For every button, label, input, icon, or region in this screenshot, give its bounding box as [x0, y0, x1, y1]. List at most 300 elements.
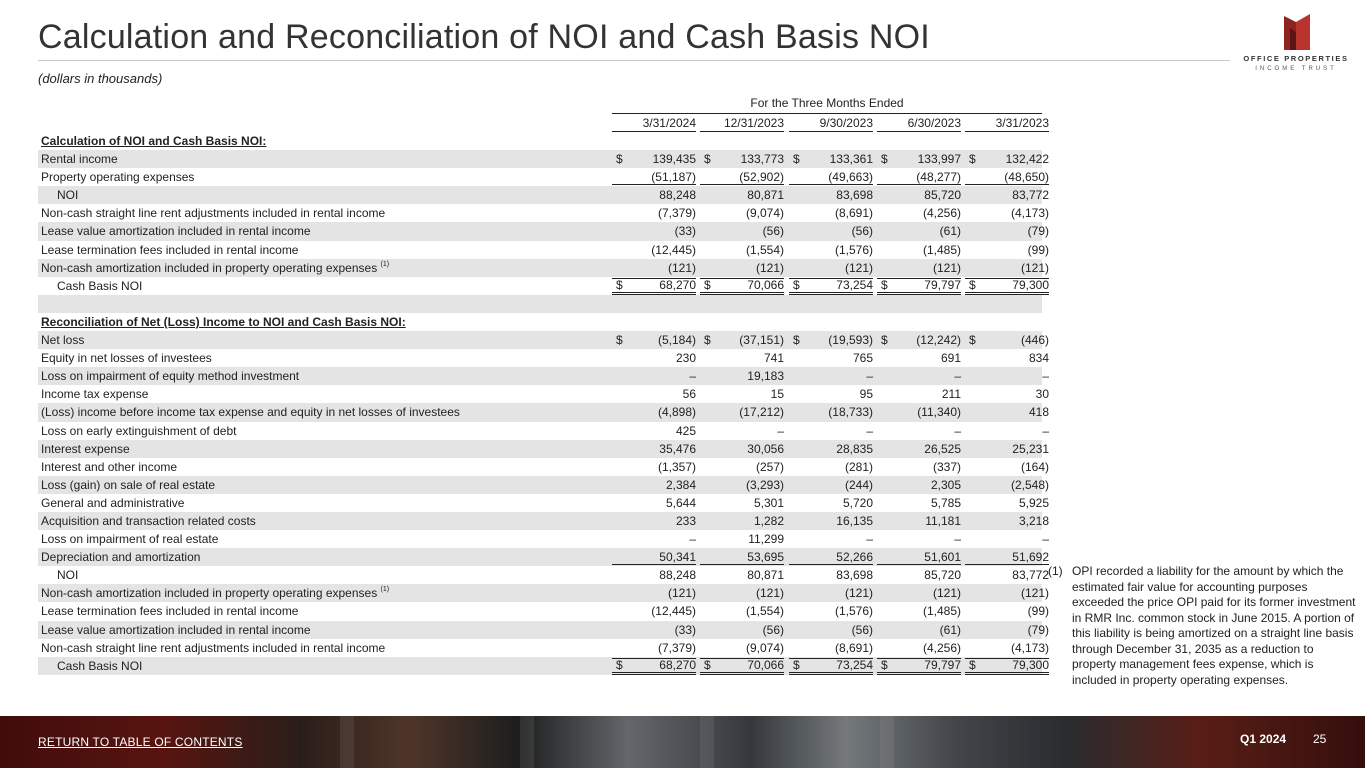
- row-label: [41, 512, 256, 530]
- cell-value: (49,663): [828, 170, 873, 185]
- cell-value: 80,871: [747, 188, 784, 203]
- row-label-text: Lease termination fees included in rental income: [41, 242, 299, 257]
- cell-value: 83,772: [1012, 568, 1049, 583]
- table-cell: [789, 150, 873, 167]
- table-cell: [700, 548, 784, 565]
- cell-value: 79,797: [924, 277, 961, 292]
- table-cell: [877, 259, 961, 276]
- cell-value: 211: [941, 387, 961, 402]
- cell-value: (52,902): [739, 170, 784, 185]
- row-label-text: NOI: [57, 568, 79, 583]
- row-label-text: Non-cash amortization included in property operating expenses: [41, 260, 378, 275]
- cell-value: 230: [675, 351, 696, 366]
- return-to-contents-link[interactable]: RETURN TO TABLE OF CONTENTS: [38, 735, 243, 749]
- table-cell: [700, 367, 784, 384]
- currency-symbol: $: [969, 152, 976, 167]
- column-header: 12/31/2023: [700, 116, 784, 132]
- cell-value: –: [777, 423, 784, 438]
- cell-value: (7,379): [657, 640, 696, 655]
- row-label: [41, 313, 406, 331]
- table-cell: [789, 422, 873, 439]
- cell-value: –: [954, 369, 961, 384]
- cell-value: (446): [1020, 333, 1049, 348]
- row-label: [41, 222, 311, 240]
- cell-value: 133,361: [829, 152, 873, 167]
- table-cell: [877, 512, 961, 529]
- cell-value: (56): [851, 622, 873, 637]
- table-cell: [612, 621, 696, 638]
- cell-value: (4,173): [1010, 206, 1049, 221]
- table-row: [38, 204, 1049, 222]
- cell-value: 11,181: [925, 513, 961, 528]
- cell-value: (33): [674, 224, 696, 239]
- cell-value: 133,997: [917, 152, 961, 167]
- table-cell: [965, 349, 1049, 366]
- row-label: [41, 494, 184, 512]
- footnote-number: (1): [1048, 564, 1063, 578]
- cell-value: (2,548): [1010, 477, 1049, 492]
- table-cell: [789, 476, 873, 493]
- footer-banner: [0, 716, 1365, 768]
- row-label-text: Rental income: [41, 152, 118, 167]
- table-cell: [612, 349, 696, 366]
- table-cell: [700, 259, 784, 276]
- row-label: [41, 621, 311, 639]
- table-cell: [877, 658, 961, 675]
- cell-value: –: [866, 423, 873, 438]
- row-label-text: Loss on impairment of equity method investment: [41, 369, 300, 384]
- cell-value: (4,256): [922, 640, 961, 655]
- currency-symbol: $: [616, 333, 623, 348]
- cell-value: 2,305: [930, 477, 961, 492]
- table-cell: [965, 602, 1049, 619]
- cell-value: (257): [755, 459, 784, 474]
- table-row: [38, 566, 1049, 584]
- row-label-text: Loss on impairment of real estate: [41, 532, 219, 547]
- table-cell: [877, 222, 961, 239]
- currency-symbol: $: [881, 277, 888, 292]
- cell-value: (9,074): [745, 640, 784, 655]
- cell-value: (121): [844, 586, 873, 601]
- cell-value: 53,695: [747, 550, 784, 565]
- table-cell: [789, 602, 873, 619]
- table-cell: [700, 278, 784, 295]
- table-cell: [789, 349, 873, 366]
- cell-value: 30: [1035, 387, 1049, 402]
- table-cell: [877, 403, 961, 420]
- table-cell: [700, 530, 784, 547]
- cell-value: (281): [844, 459, 873, 474]
- cell-value: (1,485): [922, 242, 961, 257]
- table-row: [38, 367, 1049, 385]
- table-cell: [789, 512, 873, 529]
- table-cell: [700, 241, 784, 258]
- table-cell: [700, 566, 784, 583]
- table-cell: [789, 367, 873, 384]
- table-cell: [789, 259, 873, 276]
- row-label-text: Cash Basis NOI: [57, 278, 143, 293]
- table-row: [38, 602, 1049, 620]
- cell-value: 19,183: [747, 369, 784, 384]
- row-label: [41, 458, 177, 476]
- table-cell: [612, 658, 696, 675]
- cell-value: (4,256): [922, 206, 961, 221]
- footnote: [1048, 564, 1358, 688]
- row-label-text: Equity in net losses of investees: [41, 351, 212, 366]
- cell-value: (56): [762, 224, 784, 239]
- table-cell: [965, 566, 1049, 583]
- table-cell: [700, 639, 784, 656]
- table-row: [38, 530, 1049, 548]
- table-cell: [965, 458, 1049, 475]
- table-cell: [700, 422, 784, 439]
- table-cell: [700, 602, 784, 619]
- cell-value: (18,733): [828, 405, 873, 420]
- row-label-text: Cash Basis NOI: [57, 658, 143, 673]
- row-label: [41, 602, 298, 620]
- cell-value: 70,066: [747, 657, 784, 672]
- table-cell: [965, 658, 1049, 675]
- table-cell: [877, 349, 961, 366]
- table-cell: [877, 278, 961, 295]
- table-row: [38, 422, 1049, 440]
- cell-value: 834: [1028, 351, 1049, 366]
- table-cell: [700, 512, 784, 529]
- table-cell: [965, 476, 1049, 493]
- table-row: [38, 639, 1049, 657]
- footnote-text: OPI recorded a liability for the amount by which the estimated fair value for accounting purposes exceeded the price OPI paid for its former investment in RMR Inc. common stock in June 2015. A portion of this liability is being amortized on a straight line basis through December 31, 2035 as a reduction to property management fees expense, which is included in property operating expenses.: [1072, 564, 1356, 687]
- table-row: [38, 295, 1042, 313]
- cell-value: 83,698: [836, 568, 873, 583]
- cell-value: 50,341: [659, 550, 696, 565]
- table-cell: [789, 222, 873, 239]
- table-row: [38, 349, 1049, 367]
- company-logo: [1240, 12, 1352, 76]
- table-cell: [877, 440, 961, 457]
- cell-value: (244): [844, 477, 873, 492]
- table-cell: [612, 440, 696, 457]
- table-cell: [612, 476, 696, 493]
- cell-value: 3,218: [1018, 513, 1049, 528]
- cell-value: (12,242): [916, 333, 961, 348]
- title-divider: [38, 60, 1230, 61]
- table-cell: [965, 584, 1049, 601]
- table-cell: [965, 150, 1049, 167]
- currency-symbol: $: [704, 277, 711, 292]
- cell-value: 5,644: [665, 495, 696, 510]
- column-header: 6/30/2023: [877, 116, 961, 132]
- table-cell: [612, 204, 696, 221]
- table-cell: [877, 602, 961, 619]
- table-cell: [789, 204, 873, 221]
- table-cell: [877, 458, 961, 475]
- cell-value: 85,720: [924, 568, 961, 583]
- row-label: [41, 349, 212, 367]
- table-cell: [789, 458, 873, 475]
- cell-value: 25,231: [1012, 441, 1049, 456]
- table-cell: [965, 186, 1049, 203]
- cell-value: (1,357): [657, 459, 696, 474]
- table-cell: [965, 278, 1049, 295]
- cell-value: (56): [851, 224, 873, 239]
- page-title: Calculation and Reconciliation of NOI and Cash Basis NOI: [38, 18, 930, 56]
- row-label: [41, 422, 236, 440]
- table-cell: [965, 548, 1049, 565]
- table-cell: [700, 150, 784, 167]
- quarter-label: Q1 2024: [1240, 732, 1287, 746]
- column-headers: [612, 116, 1049, 132]
- cell-value: 1,282: [753, 513, 784, 528]
- currency-symbol: $: [969, 333, 976, 348]
- row-label-text: Interest and other income: [41, 459, 178, 474]
- row-label-text: Reconciliation of Net (Loss) Income to NOI and Cash Basis NOI:: [41, 314, 406, 329]
- row-label-text: Income tax expense: [41, 387, 149, 402]
- table-cell: [877, 476, 961, 493]
- table-cell: [612, 566, 696, 583]
- cell-value: –: [954, 423, 961, 438]
- cell-value: (121): [1020, 260, 1049, 275]
- cell-value: 418: [1028, 405, 1049, 420]
- table-cell: [789, 566, 873, 583]
- table-cell: [700, 186, 784, 203]
- cell-value: (8,691): [834, 206, 873, 221]
- table-cell: [965, 204, 1049, 221]
- table-cell: [877, 186, 961, 203]
- table-row: [38, 331, 1049, 349]
- cell-value: 132,422: [1005, 152, 1049, 167]
- footnote-marker: (1): [380, 586, 390, 594]
- table-cell: [612, 639, 696, 656]
- row-label: [41, 530, 218, 548]
- table-cell: [877, 331, 961, 348]
- row-label: [57, 186, 78, 204]
- cell-value: 95: [859, 387, 873, 402]
- cell-value: –: [866, 532, 873, 547]
- cell-value: (5,184): [657, 333, 696, 348]
- cell-value: –: [954, 532, 961, 547]
- table-cell: [877, 204, 961, 221]
- cell-value: (1,485): [922, 604, 961, 619]
- cell-value: (11,340): [917, 405, 961, 420]
- currency-symbol: $: [881, 333, 888, 348]
- cell-value: (121): [667, 586, 696, 601]
- table-cell: [877, 566, 961, 583]
- currency-symbol: $: [881, 657, 888, 672]
- row-label: [41, 132, 266, 150]
- table-cell: [789, 584, 873, 601]
- table-cell: [965, 367, 1049, 384]
- table-cell: [789, 241, 873, 258]
- noi-table: [38, 132, 1049, 675]
- table-cell: [965, 530, 1049, 547]
- row-label: [41, 204, 385, 222]
- period-header: For the Three Months Ended: [750, 96, 904, 110]
- cell-value: (51,187): [651, 170, 696, 185]
- cell-value: 15: [770, 387, 784, 402]
- table-cell: [965, 512, 1049, 529]
- table-row: [38, 222, 1049, 240]
- cell-value: (79): [1027, 224, 1049, 239]
- cell-value: (61): [939, 224, 961, 239]
- cell-value: 691: [940, 351, 961, 366]
- cell-value: (1,554): [745, 604, 784, 619]
- currency-symbol: $: [704, 333, 711, 348]
- section-heading-row: [38, 313, 1042, 331]
- table-cell: [789, 494, 873, 511]
- table-cell: [612, 331, 696, 348]
- cell-value: (4,898): [657, 405, 696, 420]
- currency-symbol: $: [793, 277, 800, 292]
- table-cell: [612, 385, 696, 402]
- cell-value: (4,173): [1010, 640, 1049, 655]
- cell-value: 88,248: [659, 188, 696, 203]
- row-label: [57, 657, 142, 675]
- table-row: [38, 657, 1049, 675]
- table-cell: [700, 204, 784, 221]
- cell-value: (121): [1020, 586, 1049, 601]
- table-row: [38, 403, 1049, 421]
- table-cell: [612, 168, 696, 185]
- table-row: [38, 186, 1049, 204]
- cell-value: 11,299: [748, 532, 784, 547]
- table-cell: [965, 385, 1049, 402]
- cell-value: (8,691): [834, 640, 873, 655]
- table-row: [38, 548, 1049, 566]
- table-row: [38, 259, 1049, 277]
- row-label-text: Lease value amortization included in rental income: [41, 622, 311, 637]
- table-cell: [789, 530, 873, 547]
- cell-value: (164): [1020, 459, 1049, 474]
- section-heading-row: [38, 132, 1042, 150]
- table-cell: [789, 168, 873, 185]
- row-label-text: General and administrative: [41, 495, 185, 510]
- cell-value: 68,270: [659, 277, 696, 292]
- cell-value: 79,300: [1012, 277, 1049, 292]
- table-cell: [700, 584, 784, 601]
- table-cell: [789, 621, 873, 638]
- cell-value: 80,871: [747, 568, 784, 583]
- row-label: [41, 639, 385, 657]
- table-cell: [877, 621, 961, 638]
- table-cell: [965, 168, 1049, 185]
- table-cell: [700, 168, 784, 185]
- table-cell: [789, 548, 873, 565]
- table-cell: [877, 494, 961, 511]
- table-row: [38, 440, 1049, 458]
- cell-value: (1,576): [834, 604, 873, 619]
- table-cell: [877, 584, 961, 601]
- logo-mark-icon: [1240, 12, 1352, 52]
- table-cell: [612, 458, 696, 475]
- table-cell: [612, 512, 696, 529]
- table-cell: [965, 403, 1049, 420]
- cell-value: 139,435: [652, 152, 696, 167]
- cell-value: 88,248: [659, 568, 696, 583]
- cell-value: (121): [755, 586, 784, 601]
- cell-value: (121): [844, 260, 873, 275]
- table-cell: [789, 331, 873, 348]
- table-cell: [612, 548, 696, 565]
- table-cell: [789, 278, 873, 295]
- table-row: [38, 494, 1049, 512]
- table-cell: [877, 385, 961, 402]
- table-row: [38, 476, 1049, 494]
- currency-symbol: $: [969, 657, 976, 672]
- cell-value: 51,692: [1012, 550, 1049, 565]
- table-cell: [877, 168, 961, 185]
- currency-symbol: $: [793, 152, 800, 167]
- table-cell: [789, 639, 873, 656]
- cell-value: (7,379): [657, 206, 696, 221]
- cell-value: 16,135: [836, 513, 873, 528]
- row-label: [41, 150, 118, 168]
- currency-symbol: $: [616, 277, 623, 292]
- cell-value: (56): [762, 622, 784, 637]
- period-header-rule: [612, 113, 1042, 114]
- cell-value: –: [1042, 423, 1049, 438]
- table-cell: [965, 494, 1049, 511]
- row-label-text: Calculation of NOI and Cash Basis NOI:: [41, 134, 267, 148]
- cell-value: (79): [1027, 622, 1049, 637]
- currency-symbol: $: [616, 657, 623, 672]
- cell-value: 765: [852, 351, 873, 366]
- cell-value: (9,074): [745, 206, 784, 221]
- table-cell: [789, 186, 873, 203]
- row-label: [57, 277, 142, 295]
- row-label-text: Loss on early extinguishment of debt: [41, 423, 237, 438]
- table-cell: [700, 349, 784, 366]
- row-label: [41, 584, 389, 602]
- table-cell: [965, 259, 1049, 276]
- row-label-text: Net loss: [41, 333, 85, 348]
- cell-value: 79,300: [1012, 657, 1049, 672]
- cell-value: (37,151): [739, 333, 784, 348]
- row-label: [41, 385, 148, 403]
- table-cell: [965, 422, 1049, 439]
- cell-value: –: [689, 532, 696, 547]
- table-cell: [700, 658, 784, 675]
- table-cell: [965, 241, 1049, 258]
- cell-value: 35,476: [659, 441, 696, 456]
- table-cell: [612, 530, 696, 547]
- row-label: [41, 440, 130, 458]
- row-label: [41, 476, 215, 494]
- table-cell: [612, 150, 696, 167]
- cell-value: (121): [667, 260, 696, 275]
- table-row: [38, 277, 1049, 295]
- table-cell: [612, 241, 696, 258]
- logo-text-primary: OFFICE PROPERTIES: [1243, 54, 1349, 63]
- cell-value: 233: [675, 513, 696, 528]
- table-cell: [965, 440, 1049, 457]
- row-label-text: Property operating expenses: [41, 170, 195, 185]
- table-row: [38, 584, 1049, 602]
- table-cell: [700, 458, 784, 475]
- table-cell: [789, 658, 873, 675]
- table-cell: [877, 241, 961, 258]
- table-cell: [612, 367, 696, 384]
- row-label-text: Lease termination fees included in rental income: [41, 604, 299, 619]
- row-label: [41, 548, 200, 566]
- table-cell: [612, 278, 696, 295]
- table-cell: [700, 476, 784, 493]
- table-cell: [877, 150, 961, 167]
- table-cell: [612, 422, 696, 439]
- table-cell: [877, 422, 961, 439]
- cell-value: 741: [763, 351, 784, 366]
- table-cell: [877, 530, 961, 547]
- cell-value: 5,925: [1018, 495, 1049, 510]
